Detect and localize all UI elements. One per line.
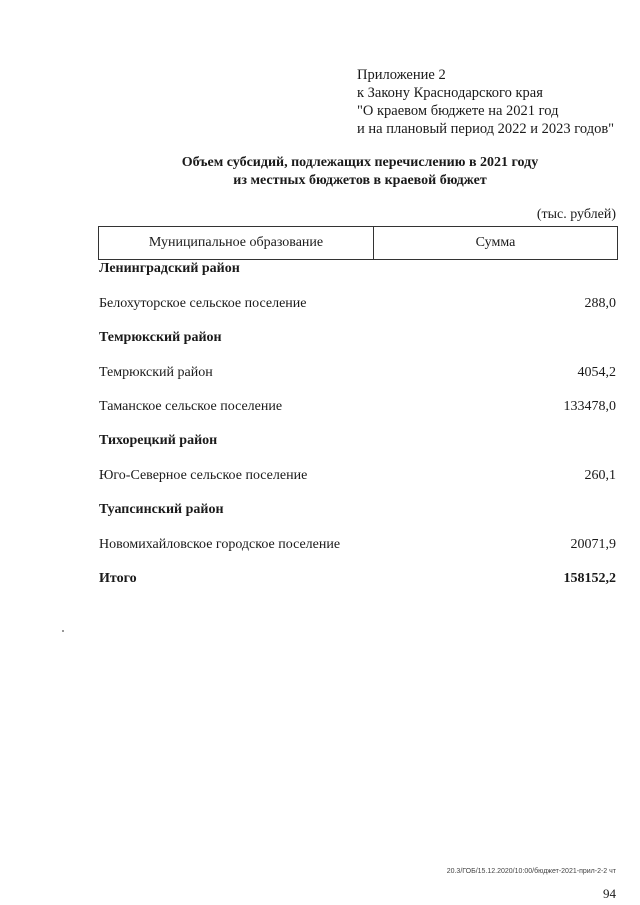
row-name: Новомихайловское городское поселение xyxy=(99,537,341,552)
table-row xyxy=(99,468,616,484)
district-heading xyxy=(99,330,616,346)
district-heading xyxy=(99,502,616,518)
table-header xyxy=(98,226,618,260)
units-label: (тыс. рублей) xyxy=(536,207,616,222)
row-amount: 288,0 xyxy=(584,296,616,311)
table-row xyxy=(99,399,616,415)
scan-speck xyxy=(62,630,64,632)
row-name: Туапсинский район xyxy=(99,502,224,517)
row-name: Темрюкский район xyxy=(99,365,213,380)
table-row xyxy=(99,365,616,381)
total-amount: 158152,2 xyxy=(563,571,616,586)
header-line: Приложение 2 xyxy=(357,67,446,83)
appendix-header xyxy=(357,66,614,138)
row-name: Ленинградский район xyxy=(99,261,240,276)
row-name: Тихорецкий район xyxy=(99,433,218,448)
row-amount: 133478,0 xyxy=(563,399,616,414)
district-heading xyxy=(99,261,616,277)
row-name: Темрюкский район xyxy=(99,330,222,345)
table-row xyxy=(99,537,616,553)
district-heading xyxy=(99,433,616,449)
header-line: к Закону Краснодарского края xyxy=(357,85,543,101)
total-row xyxy=(99,571,616,587)
table-row xyxy=(99,296,616,312)
row-amount: 20071,9 xyxy=(570,537,616,552)
row-name: Юго-Северное сельское поселение xyxy=(99,468,308,483)
header-line: и на плановый период 2022 и 2023 годов" xyxy=(357,121,615,137)
title-line-1: Объем субсидий, подлежащих перечислению в 2021 году xyxy=(181,155,539,170)
row-name: Таманское сельское поселение xyxy=(99,399,283,414)
total-label: Итого xyxy=(99,571,137,586)
title-line-2: из местных бюджетов в краевой бюджет xyxy=(233,173,487,188)
column-header-sum: Сумма xyxy=(475,235,516,250)
page-number: 94 xyxy=(603,886,616,901)
document-code: 20.3/ГОБ/15.12.2020/10:00/бюджет-2021-прил-2-2 чт xyxy=(446,868,616,875)
document-title xyxy=(100,154,620,190)
header-line: "О краевом бюджете на 2021 год xyxy=(357,103,559,119)
row-amount: 260,1 xyxy=(584,468,616,483)
row-amount: 4054,2 xyxy=(577,365,616,380)
row-name: Белохуторское сельское поселение xyxy=(99,296,307,311)
column-header-municipality: Муниципальное образование xyxy=(99,227,374,259)
